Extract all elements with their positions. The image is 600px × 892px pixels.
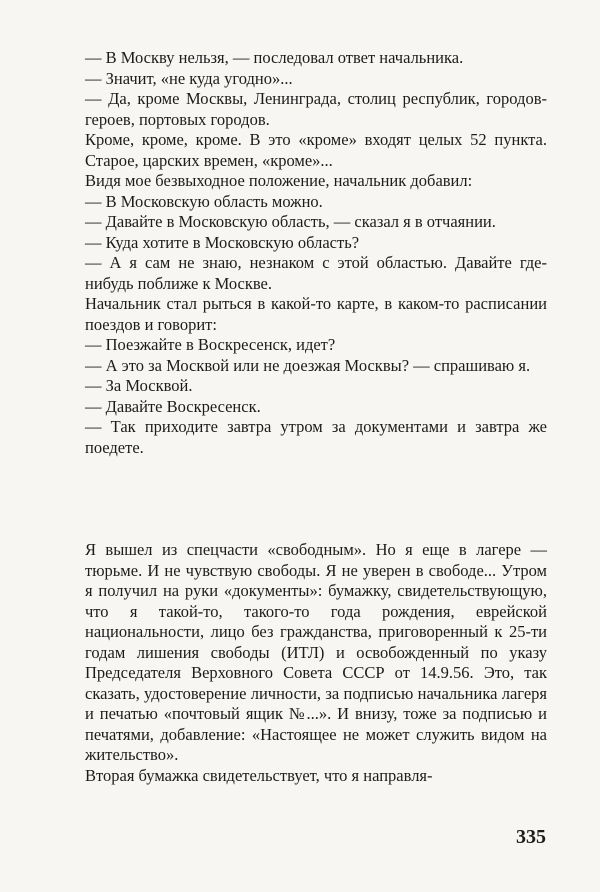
paragraph: — В Московскую область можно. [85, 191, 323, 211]
dialogue-section [85, 48, 547, 458]
narrative-section [85, 540, 547, 786]
paragraph: Вторая бумажка свидетельствует, что я направля- [85, 765, 433, 785]
paragraph: — Значит, «не куда угодно»... [85, 68, 293, 88]
paragraph: Начальник стал рыться в какой-то карте, в каком-то расписании поездов и говорит: [85, 294, 547, 334]
paragraph: — Так приходите завтра утром за документами и завтра же поедете. [85, 417, 547, 457]
paragraph: Видя мое безвыходное положение, начальник добавил: [85, 171, 473, 190]
paragraph: Кроме, кроме, кроме. В это «кроме» входят целых 52 пункта. Старое, царских времен, «кроме»... [85, 130, 547, 170]
paragraph: — Поезжайте в Воскресенск, идет? [85, 335, 336, 354]
paragraph: — Куда хотите в Московскую область? [85, 232, 360, 252]
paragraph: — В Москву нельзя, — последовал ответ начальника. [85, 48, 464, 67]
paragraph: — За Москвой. [85, 376, 193, 395]
paragraph: — А это за Москвой или не доезжая Москвы? — спрашиваю я. [85, 355, 531, 375]
paragraph: — Да, кроме Москвы, Ленинграда, столиц республик, городов-героев, портовых городов. [85, 89, 547, 129]
paragraph: Я вышел из спецчасти «свободным». Но я еще в лагере — тюрьме. И не чувствую свободы. Я не уверен в свободе... Утром я получил на руки «документы»: бумажку, свидетельствующую, что я такой-то, такого-то года рождения, еврейской национальности, лицо без гражданства, приговоренный к 25-ти годам лишения свободы (ИТЛ) и освобожденный по указу Председателя Верховного Совета СССР от 14.9.56. Это, так сказать, удостоверение личности, за подписью начальника лагеря и печатью «почтовый ящик №...». И внизу, тоже за подписью и печатями, добавление: «Настоящее не может служить видом на жительство». [85, 540, 547, 764]
page-number: 335 [516, 826, 546, 848]
paragraph: — А я сам не знаю, незнаком с этой областью. Давайте где-нибудь поближе к Москве. [85, 253, 547, 293]
paragraph: — Давайте в Московскую область, — сказал я в отчаянии. [85, 212, 496, 231]
paragraph: — Давайте Воскресенск. [85, 396, 261, 416]
